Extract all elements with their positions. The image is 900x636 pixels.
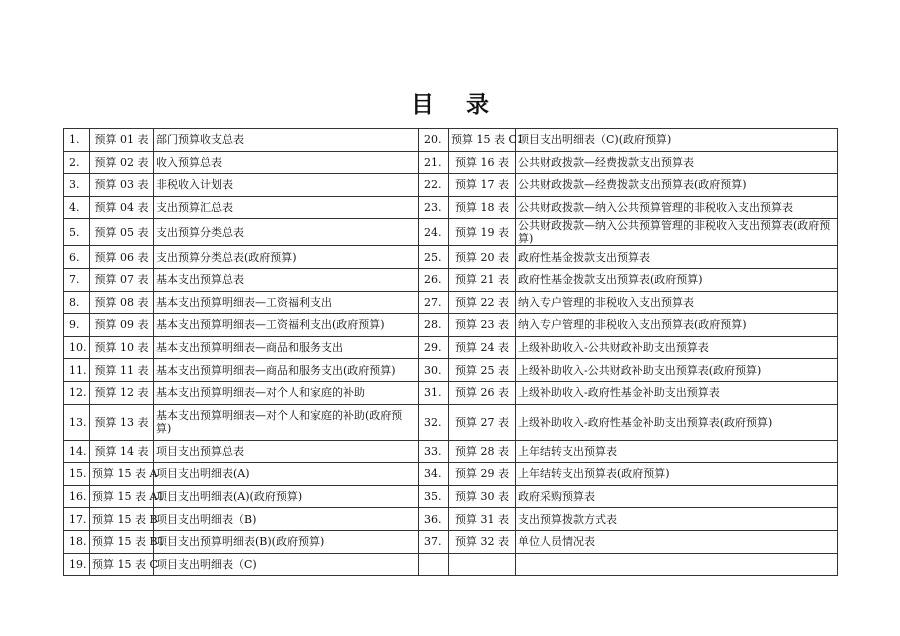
entry-title: 基本支出预算明细表—对个人和家庭的补助 <box>154 381 419 404</box>
entry-title: 纳入专户管理的非税收入支出预算表 <box>516 291 838 314</box>
entry-code: 预算 13 表 <box>90 404 154 440</box>
entry-number: 12. <box>64 381 90 404</box>
toc-row <box>64 246 838 269</box>
entry-code: 预算 05 表 <box>90 219 154 246</box>
toc-row <box>64 151 838 174</box>
entry-number: 10. <box>64 336 90 359</box>
entry-title: 基本支出预算明细表—商品和服务支出(政府预算) <box>154 359 419 382</box>
entry-number: 17. <box>64 508 90 531</box>
toc-row <box>64 336 838 359</box>
entry-title: 支出预算分类总表 <box>154 219 419 246</box>
title-char-1: 目 <box>411 91 434 118</box>
entry-title: 项目支出明细表(A) <box>154 463 419 486</box>
entry-title: 上级补助收入-公共财政补助支出预算表(政府预算) <box>516 359 838 382</box>
entry-title: 公共财政拨款—纳入公共预算管理的非税收入支出预算表(政府预算) <box>516 219 838 246</box>
entry-number: 2. <box>64 151 90 174</box>
entry-number: 20. <box>419 129 449 152</box>
entry-number: 26. <box>419 268 449 291</box>
entry-number: 29. <box>419 336 449 359</box>
entry-title: 上级补助收入-政府性基金补助支出预算表(政府预算) <box>516 404 838 440</box>
entry-title: 基本支出预算总表 <box>154 268 419 291</box>
toc-row <box>64 196 838 219</box>
entry-title: 上级补助收入-公共财政补助支出预算表 <box>516 336 838 359</box>
entry-title: 政府性基金拨款支出预算表 <box>516 246 838 269</box>
entry-code: 预算 15 表 C <box>90 553 154 576</box>
toc-row <box>64 553 838 576</box>
entry-number: 32. <box>419 404 449 440</box>
entry-code: 预算 19 表 <box>449 219 516 246</box>
entry-code: 预算 15 表 C1 <box>449 129 516 152</box>
page-title <box>0 86 900 119</box>
entry-title: 基本支出预算明细表—工资福利支出 <box>154 291 419 314</box>
entry-code: 预算 06 表 <box>90 246 154 269</box>
entry-code <box>449 553 516 576</box>
entry-number: 19. <box>64 553 90 576</box>
entry-title: 政府采购预算表 <box>516 485 838 508</box>
toc-row <box>64 440 838 463</box>
entry-code: 预算 24 表 <box>449 336 516 359</box>
entry-title: 公共财政拨款—经费拨款支出预算表(政府预算) <box>516 174 838 197</box>
entry-code: 预算 04 表 <box>90 196 154 219</box>
entry-title: 单位人员情况表 <box>516 530 838 553</box>
toc-row <box>64 291 838 314</box>
entry-code: 预算 25 表 <box>449 359 516 382</box>
entry-title <box>516 553 838 576</box>
entry-number <box>419 553 449 576</box>
entry-code: 预算 17 表 <box>449 174 516 197</box>
entry-title: 纳入专户管理的非税收入支出预算表(政府预算) <box>516 314 838 337</box>
entry-number: 8. <box>64 291 90 314</box>
entry-number: 5. <box>64 219 90 246</box>
toc-row <box>64 359 838 382</box>
entry-code: 预算 07 表 <box>90 268 154 291</box>
entry-code: 预算 10 表 <box>90 336 154 359</box>
entry-number: 27. <box>419 291 449 314</box>
entry-title: 项目支出明细表（C) <box>154 553 419 576</box>
entry-title: 收入预算总表 <box>154 151 419 174</box>
toc-row <box>64 174 838 197</box>
entry-title: 支出预算分类总表(政府预算) <box>154 246 419 269</box>
entry-number: 7. <box>64 268 90 291</box>
entry-code: 预算 03 表 <box>90 174 154 197</box>
entry-number: 22. <box>419 174 449 197</box>
entry-number: 24. <box>419 219 449 246</box>
entry-code: 预算 14 表 <box>90 440 154 463</box>
entry-code: 预算 12 表 <box>90 381 154 404</box>
entry-number: 25. <box>419 246 449 269</box>
toc-row <box>64 508 838 531</box>
entry-number: 6. <box>64 246 90 269</box>
entry-title: 项目支出明细表(A)(政府预算) <box>154 485 419 508</box>
entry-title: 基本支出预算明细表—商品和服务支出 <box>154 336 419 359</box>
entry-code: 预算 15 表 B <box>90 508 154 531</box>
entry-number: 14. <box>64 440 90 463</box>
entry-number: 11. <box>64 359 90 382</box>
entry-number: 34. <box>419 463 449 486</box>
entry-code: 预算 01 表 <box>90 129 154 152</box>
title-char-2: 录 <box>466 91 489 118</box>
entry-number: 35. <box>419 485 449 508</box>
toc-row <box>64 381 838 404</box>
entry-code: 预算 27 表 <box>449 404 516 440</box>
toc-row <box>64 314 838 337</box>
entry-title: 项目支出明细表（C)(政府预算) <box>516 129 838 152</box>
entry-title: 上年结转支出预算表 <box>516 440 838 463</box>
entry-number: 9. <box>64 314 90 337</box>
entry-number: 33. <box>419 440 449 463</box>
toc-body <box>64 129 838 576</box>
entry-number: 4. <box>64 196 90 219</box>
entry-code: 预算 20 表 <box>449 246 516 269</box>
entry-number: 28. <box>419 314 449 337</box>
entry-code: 预算 16 表 <box>449 151 516 174</box>
entry-number: 16. <box>64 485 90 508</box>
entry-number: 30. <box>419 359 449 382</box>
entry-code: 预算 28 表 <box>449 440 516 463</box>
entry-title: 项目支出预算总表 <box>154 440 419 463</box>
entry-code: 预算 21 表 <box>449 268 516 291</box>
entry-number: 36. <box>419 508 449 531</box>
entry-code: 预算 15 表 B1 <box>90 530 154 553</box>
toc-row <box>64 129 838 152</box>
entry-title: 政府性基金拨款支出预算表(政府预算) <box>516 268 838 291</box>
toc-row <box>64 219 838 246</box>
entry-title: 支出预算拨款方式表 <box>516 508 838 531</box>
entry-number: 23. <box>419 196 449 219</box>
entry-code: 预算 15 表 A1 <box>90 485 154 508</box>
entry-code: 预算 31 表 <box>449 508 516 531</box>
toc-row <box>64 463 838 486</box>
entry-title: 上年结转支出预算表(政府预算) <box>516 463 838 486</box>
entry-number: 13. <box>64 404 90 440</box>
entry-title: 项目支出明细表（B) <box>154 508 419 531</box>
entry-number: 37. <box>419 530 449 553</box>
entry-number: 21. <box>419 151 449 174</box>
toc-table <box>63 128 838 576</box>
entry-code: 预算 11 表 <box>90 359 154 382</box>
toc-row <box>64 404 838 440</box>
entry-title: 支出预算汇总表 <box>154 196 419 219</box>
entry-code: 预算 32 表 <box>449 530 516 553</box>
entry-title: 部门预算收支总表 <box>154 129 419 152</box>
entry-code: 预算 18 表 <box>449 196 516 219</box>
toc-row <box>64 530 838 553</box>
entry-number: 31. <box>419 381 449 404</box>
entry-title: 项目支出预算明细表(B)(政府预算) <box>154 530 419 553</box>
entry-number: 15. <box>64 463 90 486</box>
entry-title: 基本支出预算明细表—工资福利支出(政府预算) <box>154 314 419 337</box>
toc-row <box>64 485 838 508</box>
entry-title: 公共财政拨款—经费拨款支出预算表 <box>516 151 838 174</box>
entry-number: 1. <box>64 129 90 152</box>
entry-number: 3. <box>64 174 90 197</box>
entry-code: 预算 23 表 <box>449 314 516 337</box>
entry-title: 非税收入计划表 <box>154 174 419 197</box>
entry-code: 预算 26 表 <box>449 381 516 404</box>
entry-title: 公共财政拨款—纳入公共预算管理的非税收入支出预算表 <box>516 196 838 219</box>
entry-code: 预算 15 表 A <box>90 463 154 486</box>
entry-number: 18. <box>64 530 90 553</box>
toc-row <box>64 268 838 291</box>
entry-code: 预算 30 表 <box>449 485 516 508</box>
entry-code: 预算 02 表 <box>90 151 154 174</box>
entry-code: 预算 09 表 <box>90 314 154 337</box>
entry-title: 上级补助收入-政府性基金补助支出预算表 <box>516 381 838 404</box>
entry-title: 基本支出预算明细表—对个人和家庭的补助(政府预算) <box>154 404 419 440</box>
entry-code: 预算 29 表 <box>449 463 516 486</box>
entry-code: 预算 08 表 <box>90 291 154 314</box>
entry-code: 预算 22 表 <box>449 291 516 314</box>
